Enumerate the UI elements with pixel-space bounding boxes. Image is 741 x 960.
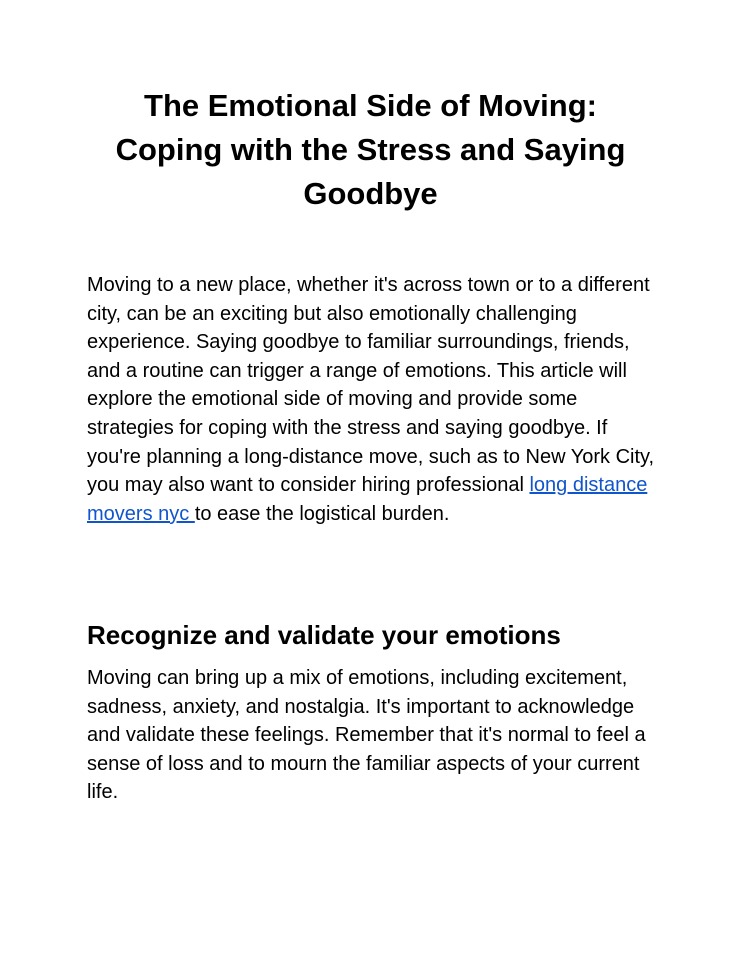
title-line-1: The Emotional Side of Moving:: [144, 88, 597, 123]
movers-link[interactable]: long distance movers nyc: [87, 474, 648, 525]
title-line-3: Goodbye: [303, 176, 438, 211]
intro-text: Moving to a new place, whether it's across town or to a different city, can be an exciting but also emotionally challenging experience. Saying goodbye to familiar surroundings, friends, and a routine can trigger a range of emotions. This article will explore the emotional side of moving and provide some strategies for coping with the stress and saying goodbye. If you're planning a long-distance move, such as to New York City, you may also want to consider hiring professional: [87, 274, 655, 497]
page-title: [60, 84, 681, 216]
intro-paragraph: [87, 271, 657, 528]
intro-text-end: to ease the logistical burden.: [194, 502, 450, 525]
section-heading: Recognize and validate your emotions: [87, 620, 561, 650]
title-line-2: Coping with the Stress and Saying: [115, 132, 626, 167]
section-paragraph: Moving can bring up a mix of emotions, including excitement, sadness, anxiety, and nostalgia. It's important to acknowledge and validate these feelings. Remember that it's normal to feel a sense of loss and to mourn the familiar aspects of your current life.: [87, 667, 646, 804]
